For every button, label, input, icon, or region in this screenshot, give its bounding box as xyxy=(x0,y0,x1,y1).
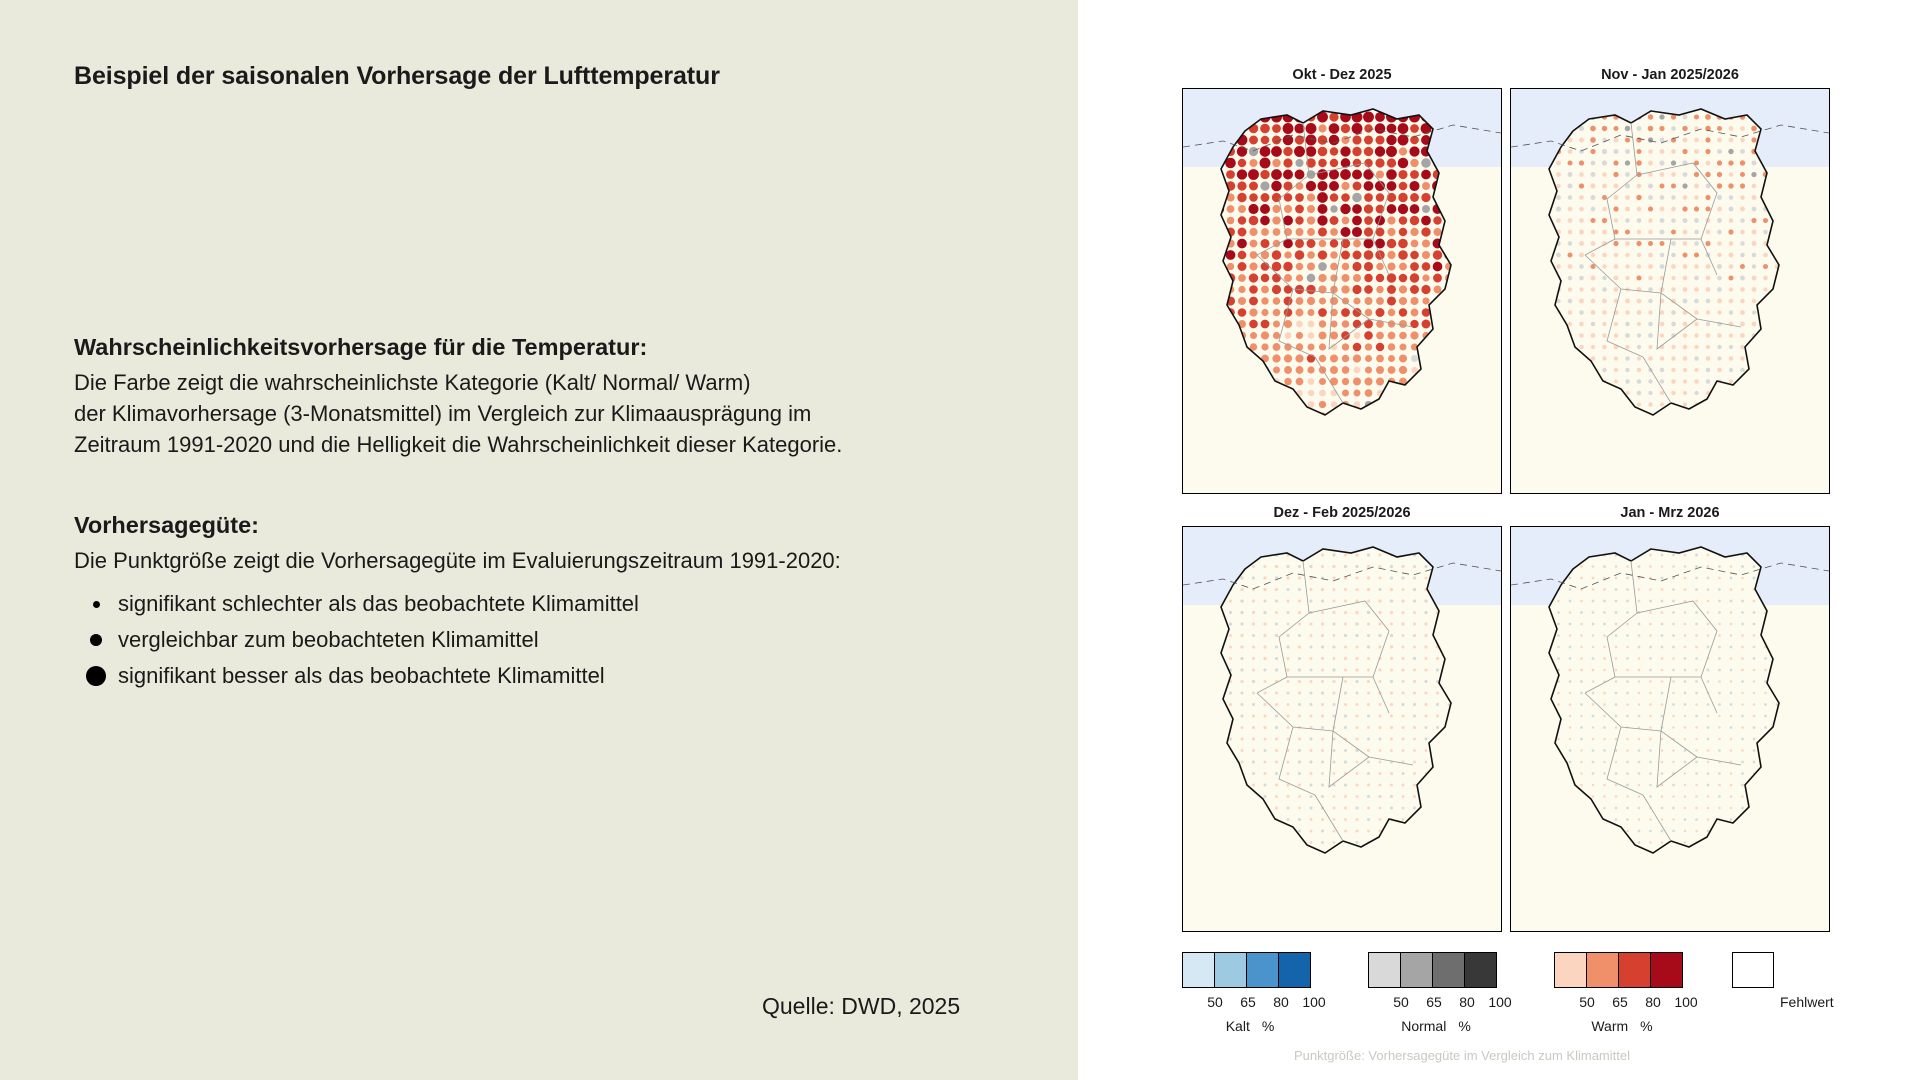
probability-line-1: Die Farbe zeigt die wahrscheinlichste Kategorie (Kalt/ Normal/ Warm) xyxy=(74,370,751,395)
legend-category-name: Normal xyxy=(1401,1018,1447,1034)
legend-unit: % xyxy=(1261,1018,1275,1034)
legend-swatch xyxy=(1432,952,1465,988)
germany-map-2 xyxy=(1511,89,1829,493)
map-title: Okt - Dez 2025 xyxy=(1292,67,1392,83)
legend-swatch xyxy=(1368,952,1401,988)
skill-legend-label-comparable: vergleichbar zum beobachteten Klimamittel xyxy=(118,627,539,653)
legend-swatches-warm xyxy=(1554,952,1690,988)
legend-ticks-warm xyxy=(1554,994,1698,1014)
skill-legend-label-worse: signifikant schlechter als das beobachtete Klimamittel xyxy=(118,591,639,617)
skill-legend-item-worse xyxy=(74,586,1004,622)
legend-swatch xyxy=(1182,952,1215,988)
dot-large-icon xyxy=(74,666,118,686)
map-panel xyxy=(1078,0,1920,1080)
legend-tick: 50 xyxy=(1579,994,1595,1010)
legend-caption-warm xyxy=(1554,1018,1690,1034)
map-panel-dez-feb-2025-2026 xyxy=(1182,504,1502,934)
germany-map-3 xyxy=(1183,527,1501,931)
legend-tick: 50 xyxy=(1393,994,1409,1010)
probability-line-2: der Klimavorhersage (3-Monatsmittel) im Vergleich zur Klimaausprägung im xyxy=(74,401,812,427)
legend-tick: 80 xyxy=(1645,994,1661,1010)
skill-legend-item-comparable xyxy=(74,622,1004,658)
legend-swatch xyxy=(1400,952,1433,988)
legend-unit: % xyxy=(1458,1018,1471,1034)
forecast-skill-block xyxy=(74,512,1004,694)
legend-category-name: Kalt xyxy=(1225,1018,1250,1034)
map-title: Nov - Jan 2025/2026 xyxy=(1601,67,1739,83)
legend-tick: 100 xyxy=(1488,994,1512,1010)
legend-swatch xyxy=(1650,952,1683,988)
legend-ticks-kalt xyxy=(1182,994,1326,1014)
legend-swatch-missing xyxy=(1732,952,1774,988)
dot-medium-icon xyxy=(74,634,118,646)
map-title: Jan - Mrz 2026 xyxy=(1620,505,1720,521)
probability-line-3: Zeitraum 1991-2020 und die Helligkeit die Wahrscheinlichkeit dieser Kategorie. xyxy=(74,432,843,458)
legend-tick: 50 xyxy=(1207,994,1223,1010)
legend-caption-kalt xyxy=(1182,1018,1318,1034)
legend-footnote: Punktgröße: Vorhersagegüte im Vergleich zum Klimamittel xyxy=(1294,1048,1630,1063)
source-attribution: Quelle: DWD, 2025 xyxy=(762,993,961,1019)
map-frame xyxy=(1182,88,1502,494)
skill-legend-list xyxy=(74,586,1004,694)
probability-heading: Wahrscheinlichkeitsvorhersage für die Temperatur: xyxy=(74,334,648,360)
legend-tick: 100 xyxy=(1674,994,1698,1010)
legend-tick: 80 xyxy=(1459,994,1475,1010)
map-panel-nov-jan-2025-2026 xyxy=(1510,66,1830,496)
color-legend xyxy=(1182,952,1882,1062)
legend-swatches-kalt xyxy=(1182,952,1318,988)
legend-swatch xyxy=(1618,952,1651,988)
legend-swatches-normal xyxy=(1368,952,1504,988)
map-frame xyxy=(1510,88,1830,494)
map-frame xyxy=(1510,526,1830,932)
legend-group-missing xyxy=(1732,952,1834,1010)
germany-map-4 xyxy=(1511,527,1829,931)
page-title: Beispiel der saisonalen Vorhersage der Lufttemperatur xyxy=(74,62,720,90)
map-panel-jan-mrz-2026 xyxy=(1510,504,1830,934)
map-panel-okt-dez-2025 xyxy=(1182,66,1502,496)
legend-caption-normal xyxy=(1368,1018,1504,1034)
legend-group-kalt xyxy=(1182,952,1326,1034)
legend-swatch xyxy=(1278,952,1311,988)
skill-legend-item-better xyxy=(74,658,1004,694)
germany-map-1 xyxy=(1183,89,1501,493)
legend-swatch xyxy=(1464,952,1497,988)
legend-group-warm xyxy=(1554,952,1698,1034)
legend-swatch xyxy=(1586,952,1619,988)
skill-heading: Vorhersagegüte: xyxy=(74,512,259,538)
probability-forecast-block xyxy=(74,334,1004,461)
skill-intro: Die Punktgröße zeigt die Vorhersagegüte im Evaluierungszeitraum 1991-2020: xyxy=(74,548,841,573)
legend-ticks-normal xyxy=(1368,994,1512,1014)
skill-legend-label-better: signifikant besser als das beobachtete Klimamittel xyxy=(118,663,605,689)
legend-swatch xyxy=(1214,952,1247,988)
dot-small-icon xyxy=(74,601,118,608)
legend-tick: 100 xyxy=(1302,994,1326,1010)
map-grid xyxy=(1182,66,1838,936)
legend-tick: 80 xyxy=(1273,994,1289,1010)
legend-tick: 65 xyxy=(1612,994,1628,1010)
legend-unit: % xyxy=(1640,1018,1653,1034)
legend-group-normal xyxy=(1368,952,1512,1034)
legend-category-name: Warm xyxy=(1591,1018,1629,1034)
legend-swatch xyxy=(1246,952,1279,988)
legend-tick: 65 xyxy=(1426,994,1442,1010)
legend-label-missing: Fehlwert xyxy=(1780,994,1834,1010)
map-frame xyxy=(1182,526,1502,932)
map-title: Dez - Feb 2025/2026 xyxy=(1273,505,1411,521)
legend-tick: 65 xyxy=(1240,994,1256,1010)
legend-swatch xyxy=(1554,952,1587,988)
